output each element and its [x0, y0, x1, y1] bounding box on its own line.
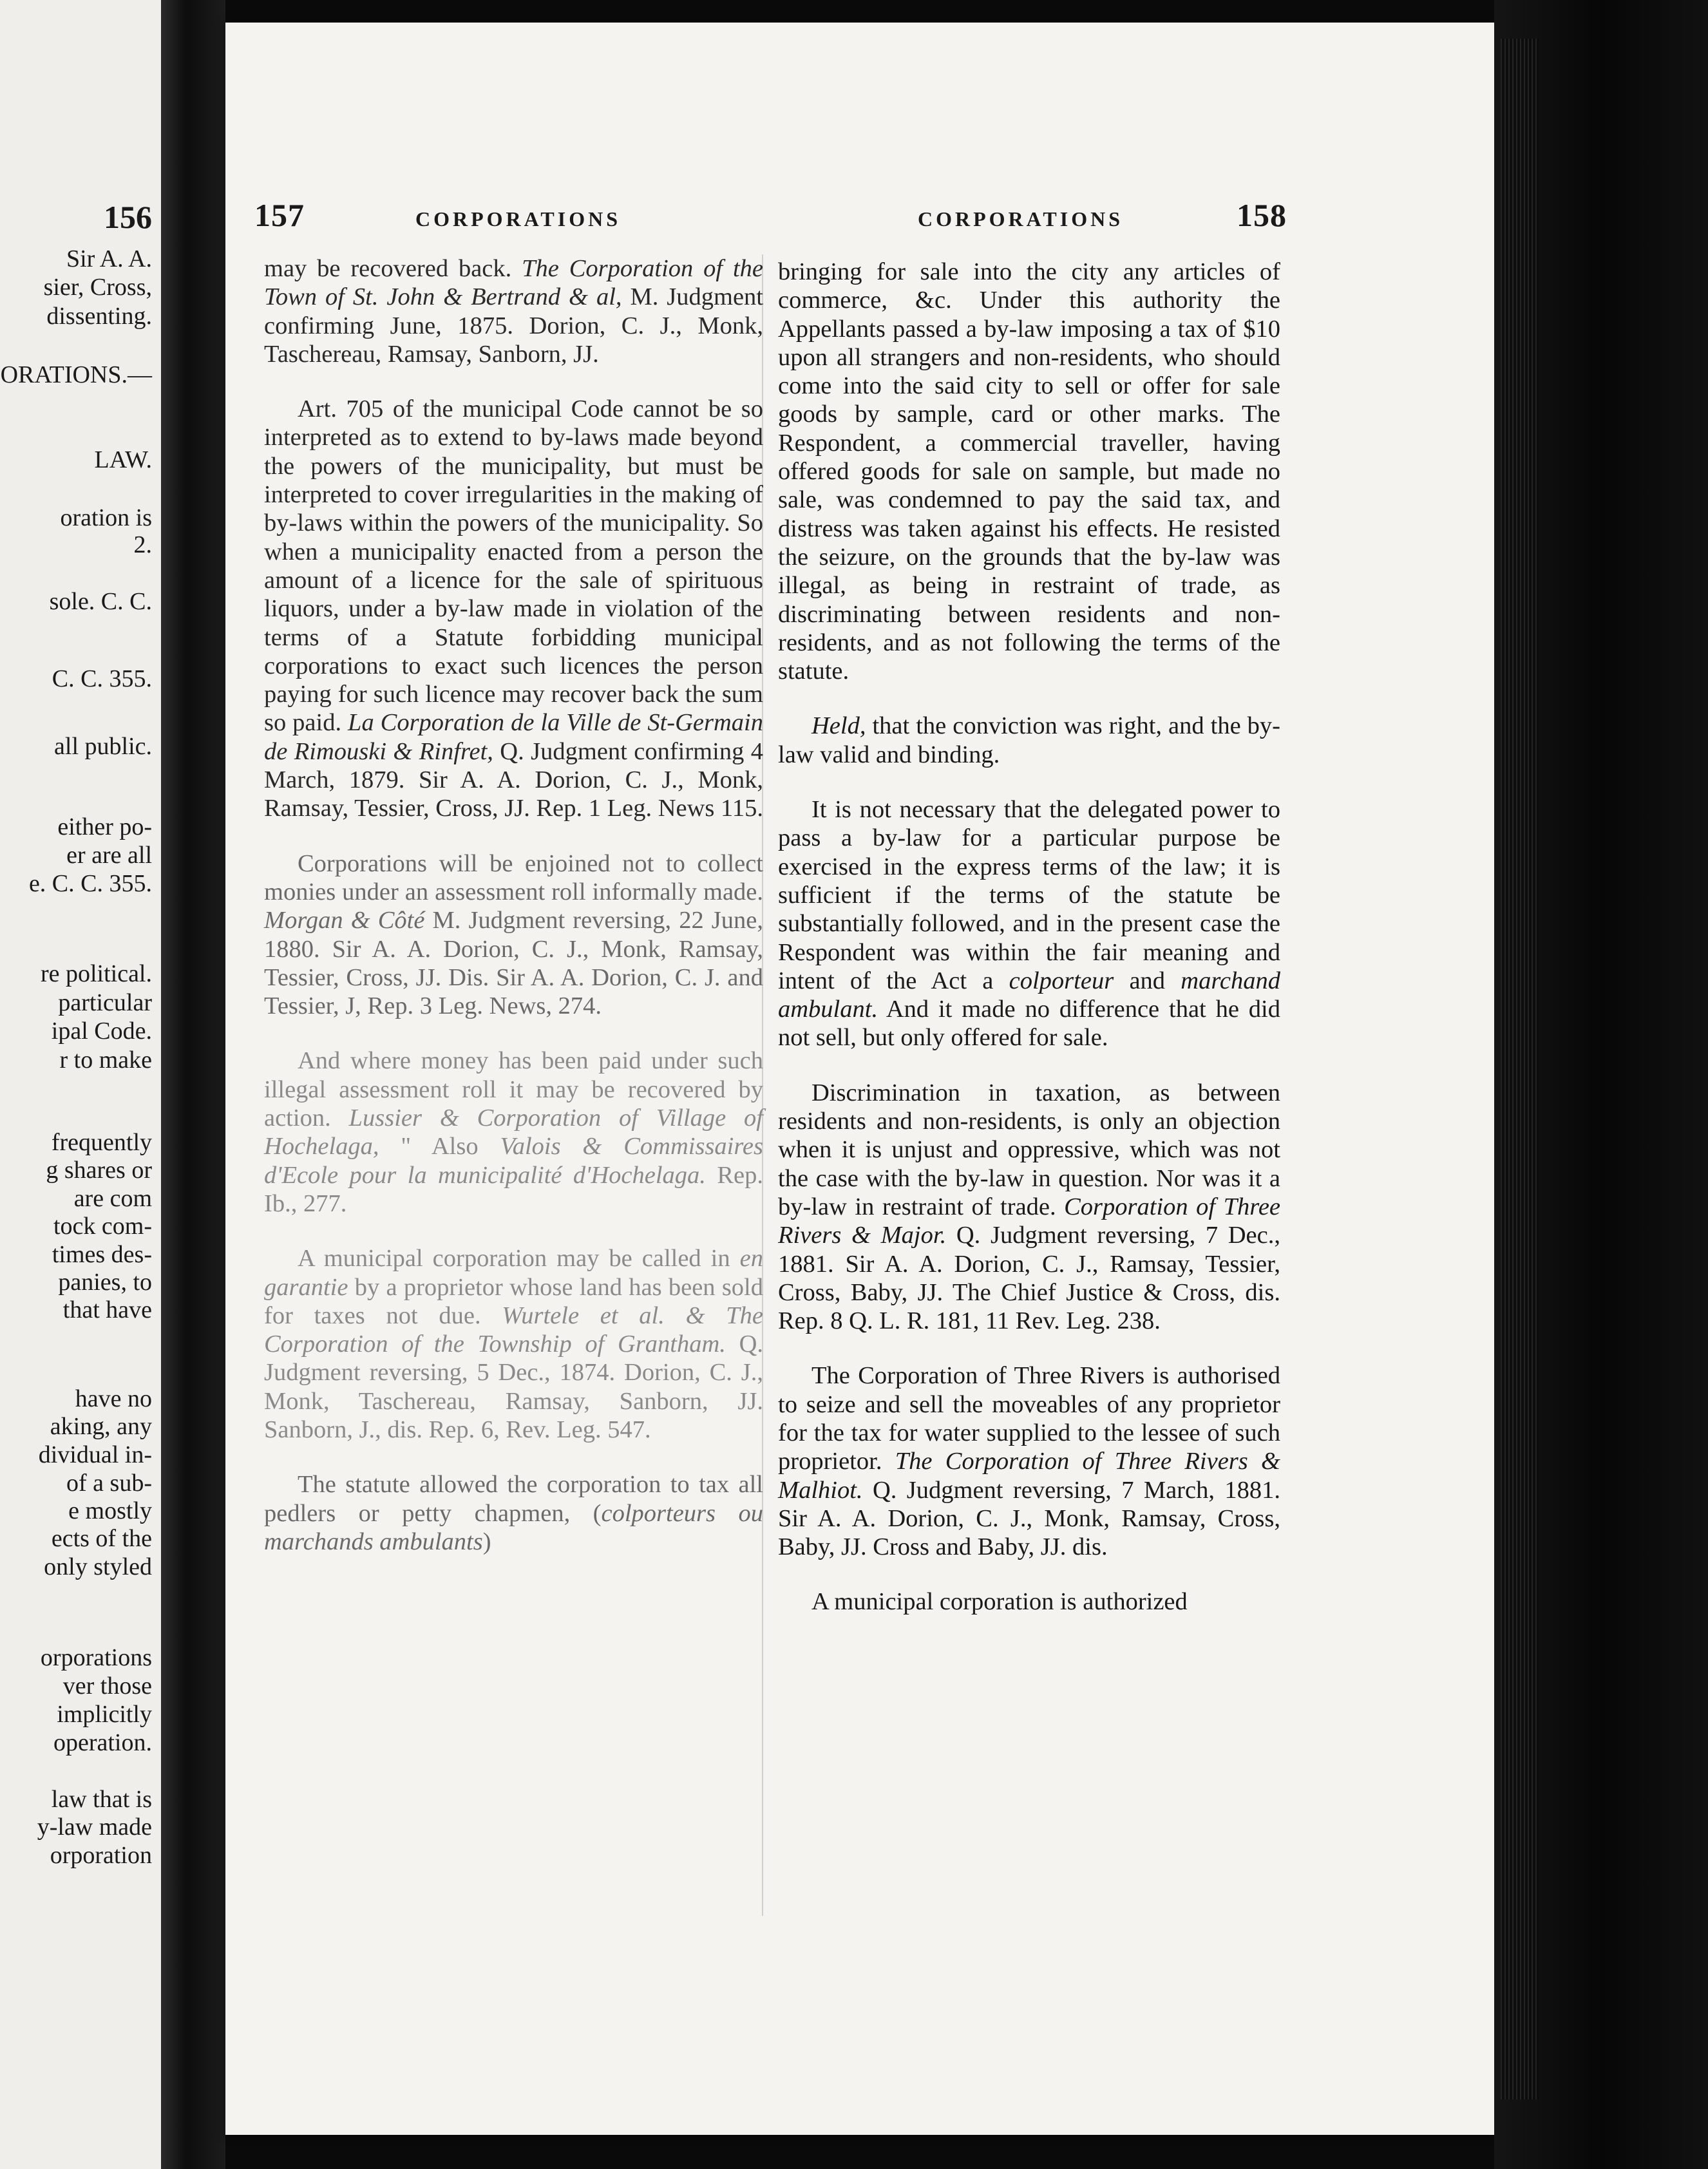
left-page-line: sier, Cross,	[43, 274, 152, 301]
running-head-right: CORPORATIONS	[918, 207, 1123, 231]
left-page-line: particular	[58, 989, 152, 1016]
paragraph: The Corporation of Three Rivers is authorised to seize and sell the moveables of any proprietor for the tax for water supplied to the lessee of such proprietor. The Corporation of Three Rivers & Malhiot. Q. Judgment reversing, 7 March, 1881. Sir A. A. Dorion, C. J., Monk, Ramsay, Cross, Baby, JJ. Cross and Baby, JJ. dis.	[778, 1362, 1280, 1561]
paragraph: Held, that the conviction was right, and the by-law valid and binding.	[778, 712, 1280, 768]
page-number-158: 158	[1237, 197, 1287, 233]
left-page-line: operation.	[53, 1729, 152, 1756]
left-column	[264, 254, 763, 1582]
right-column	[778, 258, 1280, 1643]
left-page-line: all public.	[54, 733, 152, 760]
left-page-line: sole. C. C.	[49, 588, 152, 615]
page-edges	[1501, 39, 1539, 2099]
left-page-line: times des-	[52, 1241, 152, 1268]
paragraph: may be recovered back. The Corporation of the Town of St. John & Bertrand & al, M. Judgment confirming June, 1875. Dorion, C. J., Monk, Taschereau, Ramsay, Sanborn, JJ.	[264, 255, 763, 368]
left-page-line: ects of the	[51, 1525, 152, 1552]
book-gutter	[161, 0, 225, 2169]
left-page-line: tock com-	[53, 1213, 152, 1240]
running-head-left: CORPORATIONS	[415, 207, 621, 231]
paragraph: It is not necessary that the delegated power to pass a by-law for a particular purpose be exercised in the express terms of the law; it is sufficient if the terms of the statute be substantially followed, and in the present case the Respondent was within the fair meaning and intent of the Act a colporteur and marchand ambulant. And it made no difference that he did not sell, but only offered for sale.	[778, 796, 1280, 1052]
left-page-line: r to make	[59, 1047, 152, 1074]
left-page-line: either po-	[57, 813, 152, 840]
paragraph: The statute allowed the corporation to tax all pedlers or petty chapmen, (colporteurs ou marchands ambulants)	[264, 1471, 763, 1555]
left-page-number: 156	[104, 199, 152, 235]
left-page-line: e mostly	[68, 1497, 152, 1524]
left-page-line: ipal Code.	[51, 1018, 152, 1045]
paragraph: Corporations will be enjoined not to collect monies under an assessment roll informally made. Morgan & Côté M. Judgment reversing, 22 June, 1880. Sir A. A. Dorion, C. J., Monk, Ramsay, Tessier, Cross, JJ. Dis. Sir A. A. Dorion, C. J. and Tessier, J, Rep. 3 Leg. News, 274.	[264, 849, 763, 1020]
left-page-line: frequently	[51, 1129, 152, 1156]
left-page-line: implicitly	[57, 1701, 152, 1728]
page-number-157: 157	[254, 197, 305, 233]
left-page-line: are com	[73, 1185, 152, 1212]
left-page-line: dissenting.	[46, 303, 152, 330]
left-page-line: er are all	[66, 842, 152, 869]
left-page-line: panies, to	[58, 1269, 152, 1296]
left-page-line: orporation	[50, 1842, 152, 1869]
left-page-line: re political.	[40, 960, 152, 987]
paragraph: A municipal corporation may be called in en garantie by a proprietor whose land has been sold for taxes not due. Wurtele et al. & The Corporation of the Township of Grantham. Q. Judgment reversing, 5 Dec., 1874. Dorion, C. J., Monk, Taschereau, Ramsay, Sanborn, JJ. Sanborn, J., dis. Rep. 6, Rev. Leg. 547.	[264, 1245, 763, 1443]
left-page-line: oration is	[60, 504, 152, 531]
paragraph: bringing for sale into the city any articles of commerce, &c. Under this authority the Appellants passed a by-law imposing a tax of $10 upon all strangers and non-residents, who should come into the said city to sell or offer for sale goods by sample, card or other marks. The Respondent, a commercial traveller, having offered goods for sale on sample, but made no sale, was condemned to pay the said tax, and distress was taken against his effects. He resisted the seizure, on the grounds that the by-law was illegal, as being in restraint of trade, as discriminating between residents and non-residents, and as not following the terms of the statute.	[778, 258, 1280, 685]
left-page-line: C. C. 355.	[52, 665, 152, 692]
left-page-line: of a sub-	[66, 1470, 152, 1497]
left-facing-page	[0, 0, 161, 2169]
left-page-line: dividual in-	[38, 1441, 152, 1468]
left-page-line: aking, any	[50, 1413, 152, 1440]
left-page-line: LAW.	[94, 446, 152, 473]
left-page-line: law that is	[51, 1786, 152, 1813]
paragraph: Art. 705 of the municipal Code cannot be so interpreted as to extend to by-laws made beyond the powers of the municipality, but must be interpreted to cover irregularities in the making of by-laws within the powers of the municipality. So when a municipality enacted from a person the amount of a licence for the sale of spirituous liquors, under a by-law made in violation of the terms of a Statute forbidding municipal corporations to exact such licences the person paying for such licence may recover back the sum so paid. La Corporation de la Ville de St-Germain de Rimouski & Rinfret, Q. Judgment confirming 4 March, 1879. Sir A. A. Dorion, C. J., Monk, Ramsay, Tessier, Cross, JJ. Rep. 1 Leg. News 115.	[264, 395, 763, 822]
left-page-line: ORATIONS.—	[0, 361, 152, 388]
left-page-line: that have	[62, 1296, 152, 1323]
left-page-line: orporations	[40, 1644, 152, 1671]
left-page-line: g shares or	[46, 1157, 152, 1184]
left-page-line: y-law made	[37, 1814, 152, 1841]
left-page-line: 2.	[133, 531, 152, 558]
left-page-line: have no	[75, 1385, 152, 1412]
left-page-line: Sir A. A.	[66, 245, 152, 272]
paragraph: A municipal corporation is authorized	[811, 1588, 1188, 1616]
left-page-line: only styled	[44, 1553, 152, 1580]
paragraph: Discrimination in taxation, as between residents and non-residents, is only an objection when it is unjust and oppressive, which was not the case with the by-law in question. Nor was it a by-law in restraint of trade. Corporation of Three Rivers & Major. Q. Judgment reversing, 7 Dec., 1881. Sir A. A. Dorion, C. J., Ramsay, Tessier, Cross, Baby, JJ. The Chief Justice & Cross, dis. Rep. 8 Q. L. R. 181, 11 Rev. Leg. 238.	[778, 1079, 1280, 1335]
left-page-line: ver those	[62, 1672, 152, 1700]
left-page-line: e. C. C. 355.	[28, 870, 152, 897]
paragraph: And where money has been paid under such illegal assessment roll it may be recovered by action. Lussier & Corporation of Village of Hochelaga, " Also Valois & Commissaires d'Ecole pour la municipalité d'Hochelaga. Rep. Ib., 277.	[264, 1047, 764, 1217]
